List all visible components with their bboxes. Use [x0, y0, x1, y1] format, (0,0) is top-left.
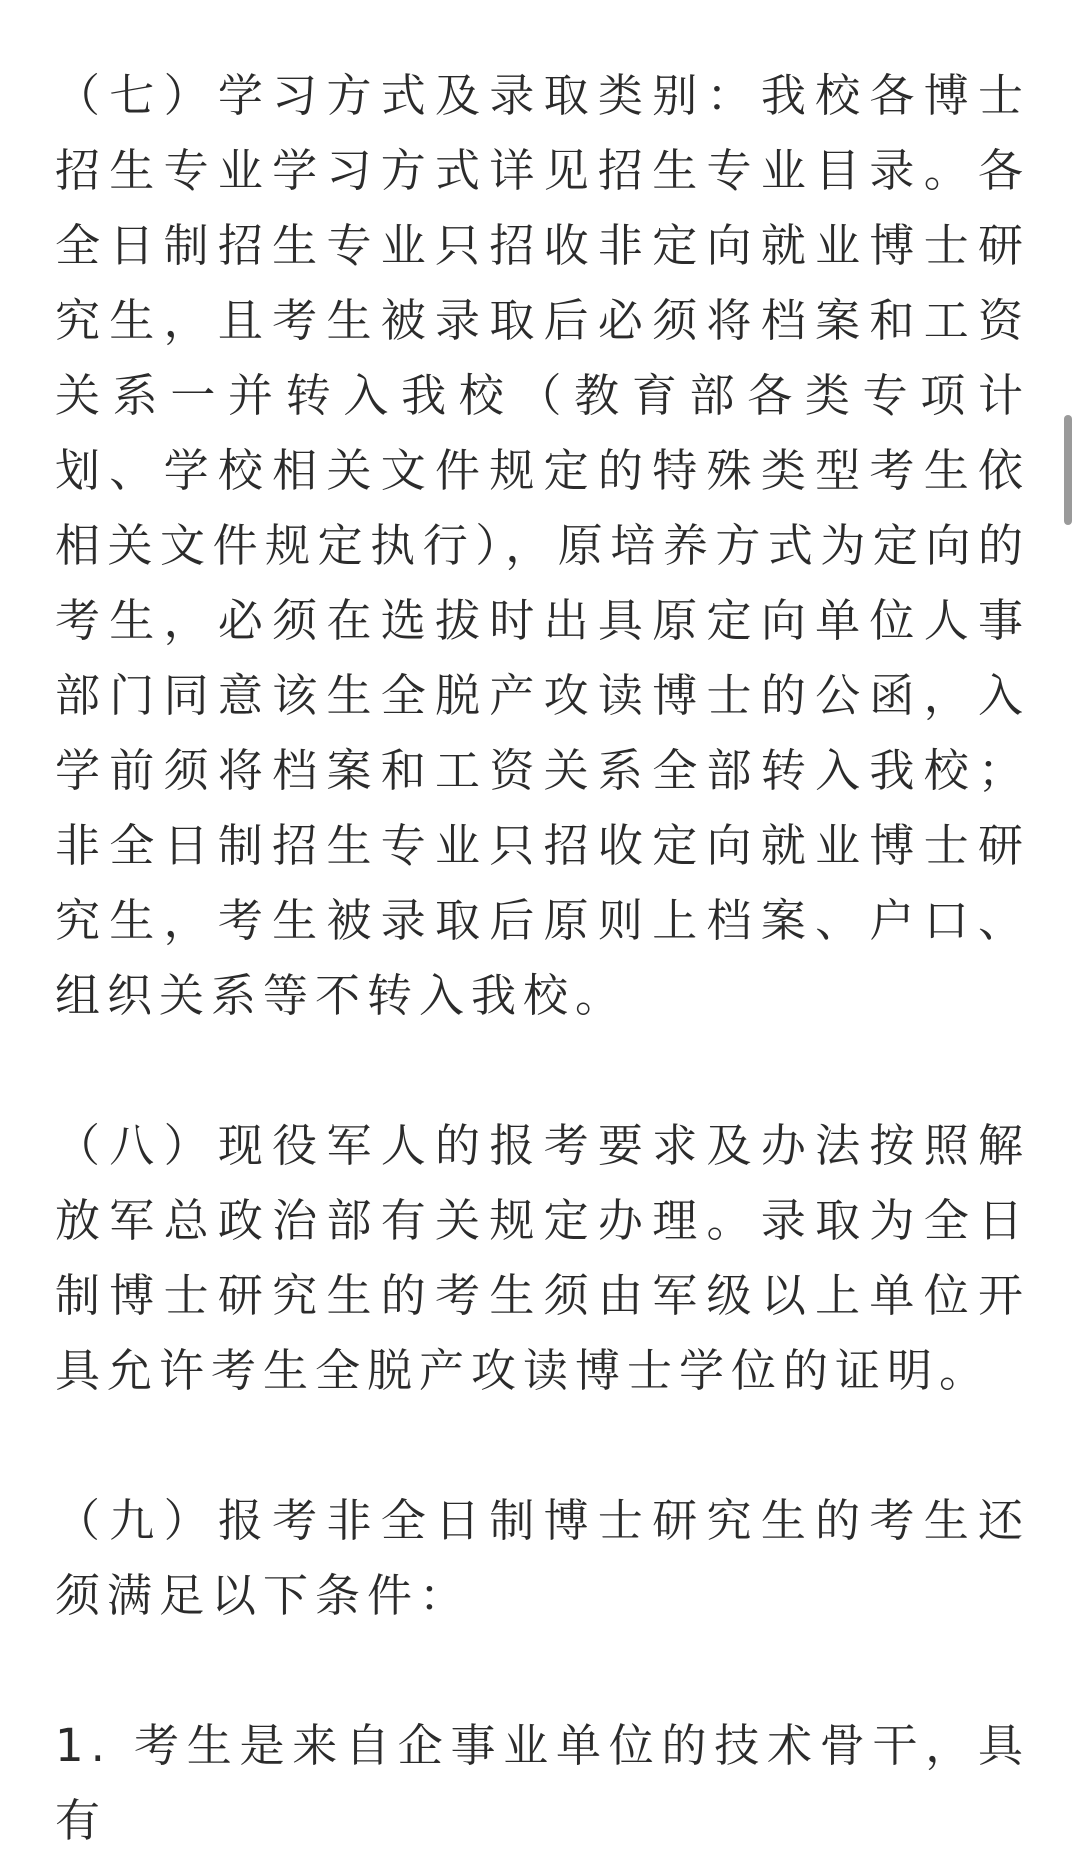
paragraph-item-8: （八）现役军人的报考要求及办法按照解放军总政治部有关规定办理。录取为全日制博士研究生的考生须由军级以上单位开具允许考生全脱产攻读博士学位的证明。 [55, 1119, 1030, 1397]
paragraph-item-9: （九）报考非全日制博士研究生的考生还须满足以下条件： [55, 1494, 1030, 1622]
paragraph-condition-1: 1. 考生是来自企事业单位的技术骨干，具有 [55, 1719, 1030, 1847]
scrollbar-thumb[interactable] [1064, 415, 1072, 525]
article-body [55, 58, 1030, 1858]
paragraph-item-7: （七）学习方式及录取类别：我校各博士招生专业学习方式详见招生专业目录。各全日制招生专业只招收非定向就业博士研究生，且考生被录取后必须将档案和工资关系一并转入我校（教育部各类专项计划、学校相关文件规定的特殊类型考生依相关文件规定执行），原培养方式为定向的考生，必须在选拔时出具原定向单位人事部门同意该生全脱产攻读博士的公函，入学前须将档案和工资关系全部转入我校；非全日制招生专业只招收定向就业博士研究生，考生被录取后原则上档案、户口、组织关系等不转入我校。 [55, 69, 1030, 1022]
